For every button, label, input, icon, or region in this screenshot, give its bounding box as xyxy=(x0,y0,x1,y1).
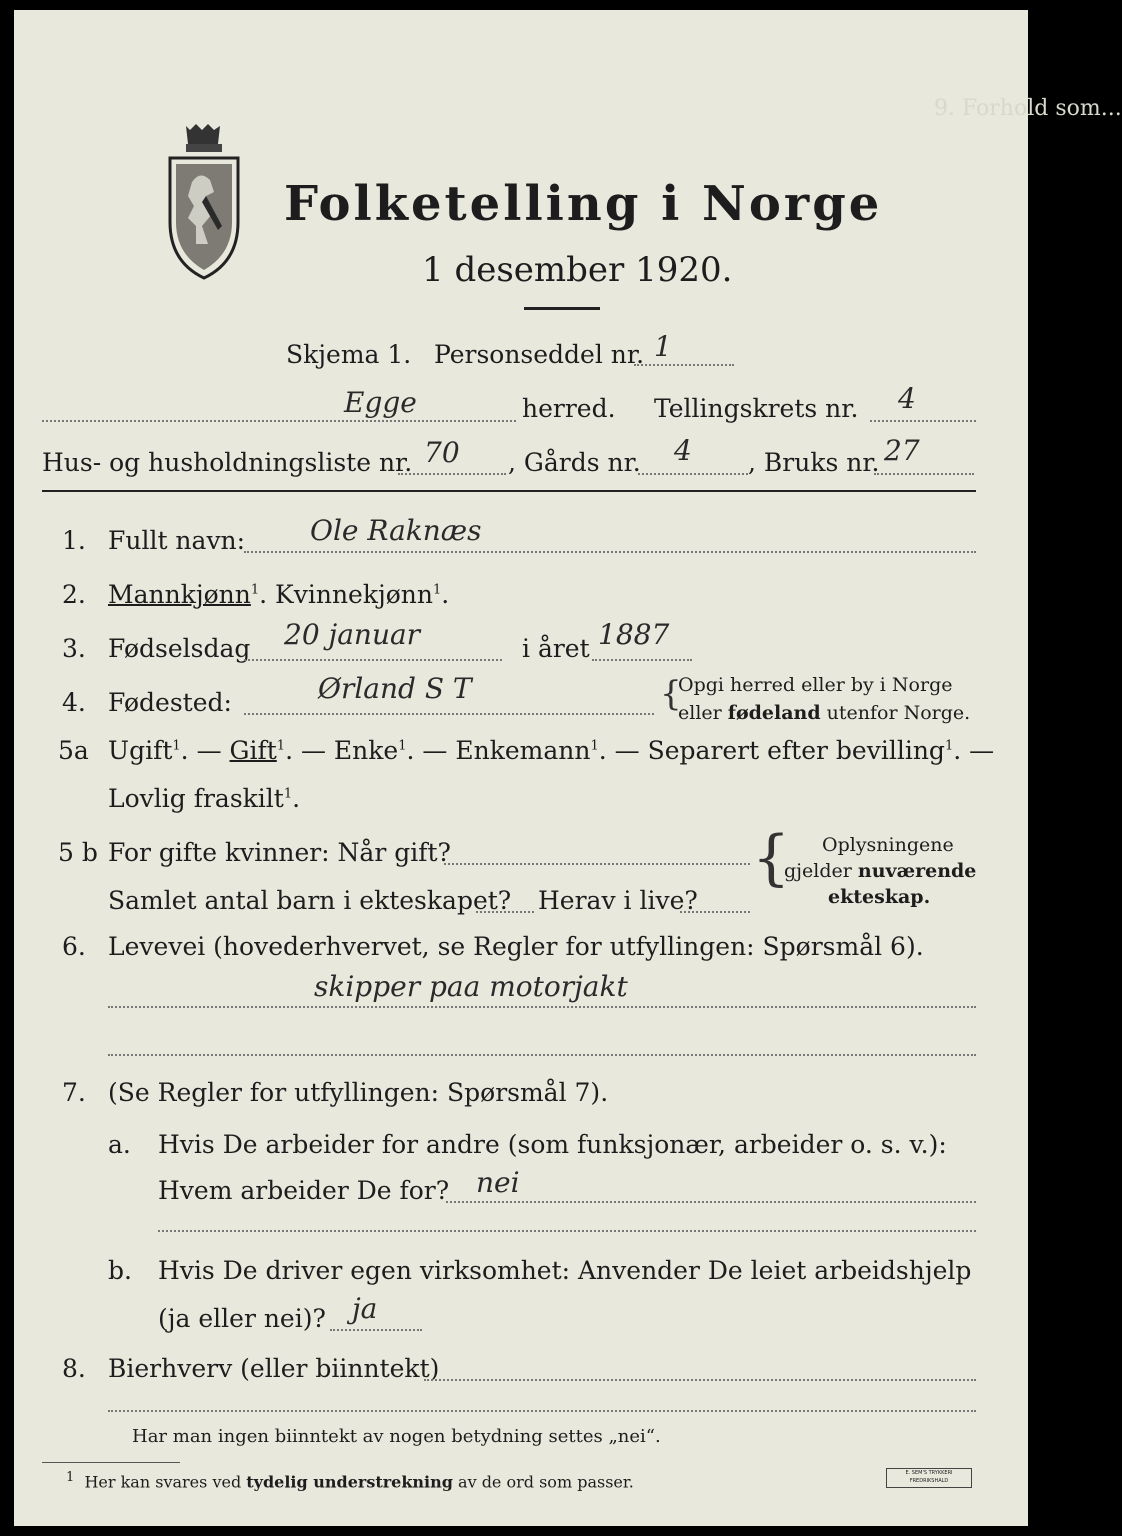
q7b-letter: b. xyxy=(108,1256,132,1285)
q5b-note1: Oplysningene xyxy=(822,834,954,856)
q3-line xyxy=(244,659,502,661)
q5b-number: 5 b xyxy=(58,838,98,867)
q5b-label3: Herav i live? xyxy=(538,886,698,915)
q7b-text: Hvis De driver egen virksomhet: Anvender De leiet arbeidshjelp xyxy=(158,1256,972,1285)
hus-line xyxy=(398,473,506,475)
hus-label: Hus- og husholdningsliste nr. xyxy=(42,448,413,477)
q8-number: 8. xyxy=(62,1354,86,1383)
q4-value: Ørland S T xyxy=(318,672,472,705)
q8-label: Bierhverv (eller biinntekt) xyxy=(108,1354,440,1383)
option-enkemann[interactable]: Enkemann xyxy=(455,736,591,765)
gards-value: 4 xyxy=(674,434,692,467)
q5b-line1 xyxy=(444,863,750,865)
q4-note-line1: Opgi herred eller by i Norge xyxy=(678,674,953,696)
q5b-label1: For gifte kvinner: Når gift? xyxy=(108,838,451,867)
q5a-lovlig: Lovlig fraskilt$^1$. xyxy=(108,784,301,813)
gards-label: , Gårds nr. xyxy=(508,448,641,477)
q4-label: Fødested: xyxy=(108,688,232,717)
q7a-line2 xyxy=(158,1230,976,1232)
tellingskrets-value: 4 xyxy=(898,382,916,415)
header-rule xyxy=(42,490,976,492)
q5b-note3: ekteskap. xyxy=(828,886,931,908)
q3-year-label: i året xyxy=(522,634,590,663)
q6-number: 6. xyxy=(62,932,86,961)
option-enke[interactable]: Enke xyxy=(333,736,399,765)
personseddel-label: Personseddel nr. xyxy=(434,340,645,369)
hus-value: 70 xyxy=(424,436,460,469)
nei-note: Har man ingen biinntekt av nogen betydning settes „nei“. xyxy=(132,1426,661,1447)
q7-number: 7. xyxy=(62,1078,86,1107)
q2-options: Mannkjønn$^1$. Kvinnekjønn$^1$. xyxy=(108,580,450,609)
herred-line xyxy=(42,420,516,422)
option-kvinnekjonn[interactable]: Kvinnekjønn xyxy=(275,580,433,609)
q3-number: 3. xyxy=(62,634,86,663)
q5a-number: 5a xyxy=(58,736,89,765)
q1-number: 1. xyxy=(62,526,86,555)
q7b-value: ja xyxy=(352,1292,378,1325)
option-mannkjonn[interactable]: Mannkjønn xyxy=(108,580,251,609)
q5b-note-brace: { xyxy=(752,823,791,893)
tellingskrets-label: Tellingskrets nr. xyxy=(654,394,859,423)
q4-line xyxy=(244,713,654,715)
q3-value: 20 januar xyxy=(284,618,421,651)
q4-number: 4. xyxy=(62,688,86,717)
q7a-value: nei xyxy=(476,1166,520,1199)
footnote-rule xyxy=(42,1462,180,1463)
bruks-value: 27 xyxy=(884,434,920,467)
title-divider xyxy=(524,307,600,310)
tellingskrets-line xyxy=(870,420,976,422)
q7-label: (Se Regler for utfyllingen: Spørsmål 7). xyxy=(108,1078,609,1107)
q7a-letter: a. xyxy=(108,1130,131,1159)
q4-note-line2: eller fødeland utenfor Norge. xyxy=(678,702,971,724)
q7a-line xyxy=(446,1201,976,1203)
personseddel-line xyxy=(634,364,734,366)
option-gift[interactable]: Gift xyxy=(229,736,277,765)
q5b-line3 xyxy=(680,911,750,913)
option-lovlig-fraskilt[interactable]: Lovlig fraskilt xyxy=(108,784,284,813)
q8-line xyxy=(424,1379,976,1381)
q5b-label2: Samlet antal barn i ekteskapet? xyxy=(108,886,512,915)
q7a-text: Hvis De arbeider for andre (som funksjonær, arbeider o. s. v.): xyxy=(158,1130,947,1159)
form-date: 1 desember 1920. xyxy=(422,250,733,290)
form-title: Folketelling i Norge xyxy=(284,176,883,232)
printer-stamp: E. SEM'S TRYKKERI FREDRIKSHALD xyxy=(886,1468,972,1488)
q6-value: skipper paa motorjakt xyxy=(314,970,628,1003)
herred-value: Egge xyxy=(344,386,417,419)
q6-line1 xyxy=(108,1006,976,1008)
q5b-line2 xyxy=(476,911,534,913)
q5a-options: Ugift$^1$. — Gift$^1$. — Enke$^1$. — Enkemann$^1$. — Separert efter bevilling$^1$. — xyxy=(108,736,995,765)
norwegian-coat-of-arms-icon xyxy=(162,122,246,282)
q1-label: Fullt navn: xyxy=(108,526,246,555)
skjema-label: Skjema 1. xyxy=(286,340,412,369)
q5b-note2: gjelder nuværende xyxy=(784,860,977,882)
q8-line2 xyxy=(108,1410,976,1412)
herred-label: herred. xyxy=(522,394,616,423)
q3-label: Fødselsdag xyxy=(108,634,251,663)
bruks-label: , Bruks nr. xyxy=(748,448,880,477)
q7b-question: (ja eller nei)? xyxy=(158,1304,326,1333)
option-ugift[interactable]: Ugift xyxy=(108,736,173,765)
q2-number: 2. xyxy=(62,580,86,609)
gards-line xyxy=(638,473,748,475)
option-separert[interactable]: Separert efter bevilling xyxy=(647,736,945,765)
census-form-page xyxy=(14,10,1122,1526)
q4-note-brace: { xyxy=(660,674,682,714)
q3-year-line xyxy=(592,659,692,661)
q3-year-value: 1887 xyxy=(598,618,670,651)
personseddel-value: 1 xyxy=(654,330,672,363)
q7a-question: Hvem arbeider De for? xyxy=(158,1176,450,1205)
q7b-line xyxy=(330,1329,422,1331)
footnote: $^1$ Her kan svares ved tydelig understrekning av de ord som passer. xyxy=(66,1470,634,1492)
bruks-line xyxy=(874,473,974,475)
bleed-through-text: 9. Forhold som... xyxy=(934,96,1122,121)
q6-line2 xyxy=(108,1054,976,1056)
q1-value: Ole Raknæs xyxy=(310,514,482,547)
q6-label: Levevei (hovederhvervet, se Regler for utfyllingen: Spørsmål 6). xyxy=(108,932,924,961)
q1-line xyxy=(244,551,976,553)
